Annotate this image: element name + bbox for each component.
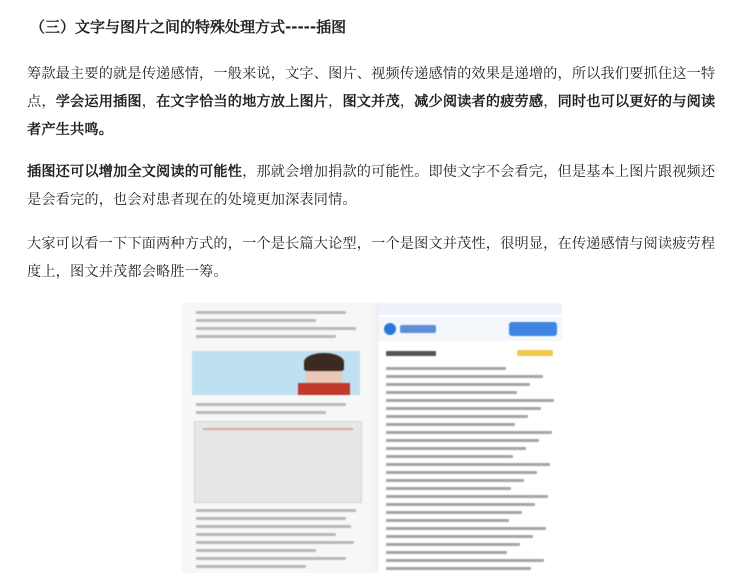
paragraph-1: [27, 60, 717, 144]
blurred-text-line: [386, 463, 550, 466]
p1-bold-1: 学会运用插图: [55, 94, 142, 110]
p1-text-1: 筹款最主要的就是传递感情，一般来说，文字、图片、视频传递感情的效果是递增的，所以我们要抓住这一特点，: [27, 66, 716, 110]
brand-name-blur: [400, 325, 436, 333]
blurred-text-line: [196, 403, 346, 406]
blurred-text-line: [386, 519, 509, 522]
blurred-text-line: [386, 391, 517, 394]
blurred-text-line: [196, 533, 336, 536]
blurred-text-line: [386, 567, 531, 570]
blurred-text-line: [196, 565, 306, 568]
article-title-blur: [386, 351, 436, 356]
blurred-text-line: [386, 543, 520, 546]
patient-photo-card: [192, 351, 360, 395]
blurred-text-line: [386, 471, 537, 474]
blurred-text-line: [386, 503, 535, 506]
blurred-text-line: [386, 511, 522, 514]
blurred-text-line: [386, 407, 541, 410]
blurred-text-line: [196, 327, 356, 330]
paragraph-3: 大家可以看一下下面两种方式的，一个是长篇大论型，一个是图文并茂性，很明显，在传递感情与阅读疲劳程度上，图文并茂都会略胜一筹。: [27, 236, 716, 280]
blurred-text-line: [196, 557, 346, 560]
p1-bold-2: 在文字恰当的地方放上图片: [156, 94, 329, 110]
blurred-text-line: [386, 399, 554, 402]
comparison-screenshot-image: [182, 303, 562, 573]
p1-bold-4: 减少阅读者的疲劳感: [414, 94, 544, 110]
p1-bold-3: 图文并茂: [342, 94, 400, 110]
blurred-text-line: [196, 411, 326, 414]
p1-text-5: ，: [543, 94, 558, 110]
patient-hair: [304, 353, 344, 371]
illustrated-fundraising-panel: [377, 303, 562, 573]
p2-text-1: ，那就会增加捐款的可能性。即使文字不会看完，但是基本上图片跟视频还是会看完的，也会对患者现在的处境更加深表同情。: [27, 164, 716, 208]
blurred-text-line: [386, 423, 515, 426]
blurred-text-line: [386, 439, 539, 442]
section-heading: （三）文字与图片之间的特殊处理方式-----插图: [30, 18, 347, 36]
blurred-text-line: [196, 517, 346, 520]
p1-text-2: ，: [141, 94, 157, 110]
p1-text-3: ，: [328, 94, 343, 110]
status-tag-blur: [517, 350, 553, 356]
blurred-text-line: [386, 383, 530, 386]
blurred-text-line: [386, 559, 544, 562]
blurred-text-line: [386, 527, 546, 530]
blurred-text-line: [196, 525, 351, 528]
blurred-text-line: [196, 549, 316, 552]
blurred-text-line: [196, 541, 354, 544]
blurred-text-line: [386, 479, 524, 482]
patient-shirt: [298, 383, 350, 395]
blurred-text-line: [386, 535, 533, 538]
blurred-text-line: [386, 487, 511, 490]
p1-bold-5: 同时也可以更好的与阅读者产生共鸣。: [27, 94, 716, 138]
donate-button-blur: [509, 322, 557, 336]
blurred-text-line: [386, 551, 507, 554]
blurred-text-line: [196, 509, 356, 512]
blurred-text-line: [196, 311, 346, 314]
blurred-text-line: [386, 367, 506, 370]
brand-logo-icon: [384, 323, 396, 335]
medical-document-scan: [194, 421, 362, 503]
blurred-text-line: [386, 431, 552, 434]
blurred-text-line: [386, 415, 528, 418]
blurred-text-line: [386, 447, 526, 450]
blurred-text-line: [196, 335, 336, 338]
app-status-bar: [378, 303, 562, 315]
blurred-text-line: [196, 319, 316, 322]
blurred-text-line: [386, 455, 513, 458]
long-text-document-panel: [182, 303, 370, 573]
app-header-bar: [378, 317, 562, 341]
scan-highlight-line: [203, 428, 353, 430]
blurred-text-line: [386, 375, 543, 378]
p1-text-4: ，: [399, 94, 415, 110]
p2-bold-1: 插图还可以增加全文阅读的可能性: [27, 164, 243, 180]
blurred-text-line: [386, 495, 548, 498]
paragraph-2: [27, 158, 717, 214]
